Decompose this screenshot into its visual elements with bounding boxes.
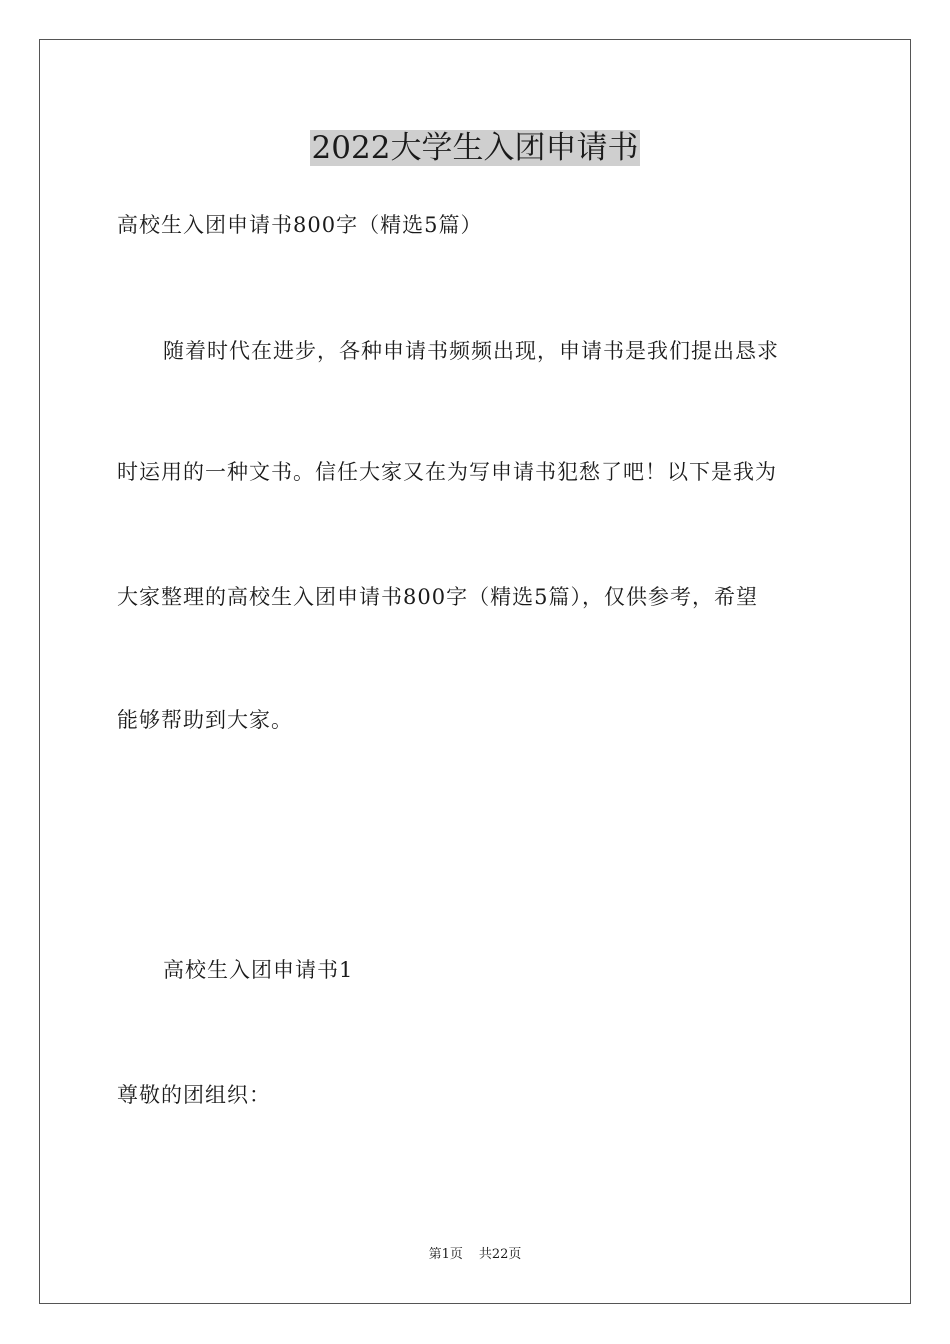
- salutation: 尊敬的团组织：: [117, 1083, 271, 1107]
- page-number: 第1页: [428, 1247, 463, 1262]
- intro-line-1: 随着时代在进步，各种申请书频频出现，申请书是我们提出恳求: [163, 339, 779, 363]
- intro-line-2: 时运用的一种文书。信任大家又在为写申请书犯愁了吧！以下是我为: [117, 460, 777, 484]
- intro-line-3: 大家整理的高校生入团申请书800字（精选5篇），仅供参考，希望: [117, 585, 758, 609]
- page-footer: [0, 1246, 950, 1264]
- page-total: 共22页: [478, 1247, 522, 1262]
- document-subtitle: 高校生入团申请书800字（精选5篇）: [117, 213, 483, 237]
- section-heading: 高校生入团申请书1: [163, 958, 354, 982]
- document-title-text: 2022大学生入团申请书: [311, 130, 639, 166]
- intro-line-4: 能够帮助到大家。: [117, 708, 293, 732]
- document-title: [0, 128, 950, 168]
